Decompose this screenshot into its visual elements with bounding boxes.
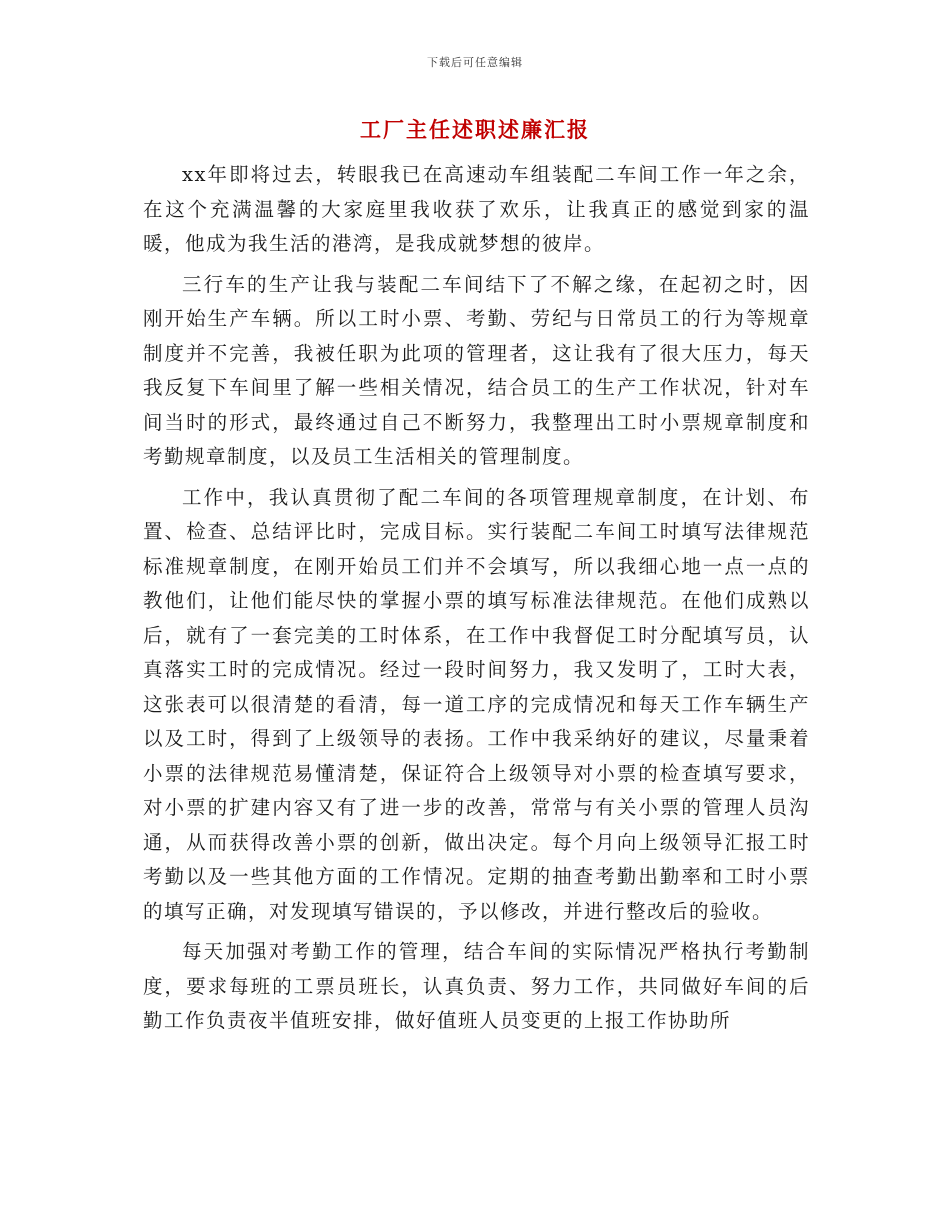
paragraph-3: 工作中，我认真贯彻了配二车间的各项管理规章制度，在计划、布置、检查、总结评比时，完成目标。实行装配二车间工时填写法律规范标准规章制度，在刚开始员工们并不会填写，所以我细心地一点一点的教他们，让他们能尽快的掌握小票的填写标准法律规范。在他们成熟以后，就有了一套完美的工时体系，在工作中我督促工时分配填写员，认真落实工时的完成情况。经过一段时间努力，我又发明了，工时大表，这张表可以很清楚的看清，每一道工序的完成情况和每天工作车辆生产以及工时，得到了上级领导的表扬。工作中我采纳好的建议，尽量秉着小票的法律规范易懂清楚，保证符合上级领导对小票的检查填写要求，对小票的扩建内容又有了进一步的改善，常常与有关小票的管理人员沟通，从而获得改善小票的创新，做出决定。每个月向上级领导汇报工时考勤以及一些其他方面的工作情况。定期的抽查考勤出勤率和工时小票的填写正确，对发现填写错误的，予以修改，并进行整改后的验收。 [143, 485, 810, 923]
paragraph-1: xx年即将过去，转眼我已在高速动车组装配二车间工作一年之余，在这个充满温馨的大家庭里我收获了欢乐，让我真正的感觉到家的温暖，他成为我生活的港湾，是我成就梦想的彼岸。 [143, 163, 810, 255]
page-header-note: 下载后可任意编辑 [427, 56, 523, 69]
paragraph-4: 每天加强对考勤工作的管理，结合车间的实际情况严格执行考勤制度，要求每班的工票员班长，认真负责、努力工作，共同做好车间的后勤工作负责夜半值班安排，做好值班人员变更的上报工作协助所 [143, 940, 810, 1032]
document-body [143, 158, 810, 1045]
paragraph-2: 三行车的生产让我与装配二车间结下了不解之缘，在起初之时，因刚开始生产车辆。所以工时小票、考勤、劳纪与日常员工的行为等规章制度并不完善，我被任职为此项的管理者，这让我有了很大压力，每天我反复下车间里了解一些相关情况，结合员工的生产工作状况，针对车间当时的形式，最终通过自己不断努力，我整理出工时小票规章制度和考勤规章制度，以及员工生活相关的管理制度。 [143, 272, 810, 468]
document-title: 工厂主任述职述廉汇报 [360, 117, 590, 142]
